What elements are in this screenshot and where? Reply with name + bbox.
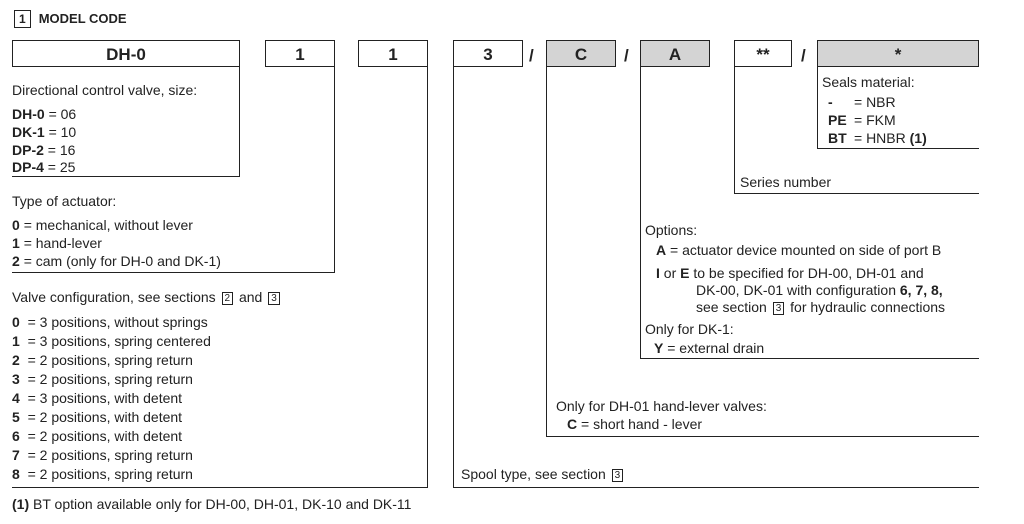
valve-size-item: DP-2 = 16 [12,142,76,158]
code-box-options: A [640,40,710,67]
valve-size-title: Directional control valve, size: [12,82,198,98]
bracket-line [453,67,454,488]
actuator-item: 2 = cam (only for DH-0 and DK-1) [12,253,221,269]
code-box-dh01-option: C [546,40,616,67]
bracket-line [334,67,335,273]
bracket-line [817,67,818,149]
bracket-line [734,193,979,194]
valve-size-item: DP-4 = 25 [12,159,76,175]
code-box-seals: * [817,40,979,67]
option-ie-line1: I or E to be specified for DH-00, DH-01 and [656,265,924,281]
bracket-line [453,487,979,488]
bracket-line [427,67,428,488]
actuator-item: 0 = mechanical, without lever [12,217,193,233]
config-item: 5 = 2 positions, with detent [12,409,183,425]
config-item: 7 = 2 positions, spring return [12,447,193,463]
section-ref: 3 [612,469,624,482]
bracket-line [734,67,735,194]
actuator-item: 1 = hand-lever [12,235,102,251]
section-title: MODEL CODE [38,11,127,26]
separator-slash-2: / [624,46,629,65]
code-box-valve: DH-0 [12,40,240,67]
bracket-line [640,358,979,359]
option-a: A = actuator device mounted on side of port B [656,242,942,258]
series-number-label: Series number [740,174,832,190]
config-title: Valve configuration, see sections 2 and 3 [12,288,282,307]
bracket-line [12,487,428,488]
bracket-line [12,272,335,273]
config-item: 0 = 3 positions, without springs [12,314,208,330]
actuator-title: Type of actuator: [12,193,117,209]
seals-item: BT = HNBR (1) [828,130,927,146]
section-ref: 3 [268,292,280,305]
code-box-config: 1 [358,40,428,67]
config-item: 2 = 2 positions, spring return [12,352,193,368]
config-item: 6 = 2 positions, with detent [12,428,183,444]
options-title: Options: [645,222,698,238]
section-header [14,10,127,28]
code-box-spool: 3 [453,40,523,67]
option-ie-line3: see section 3 for hydraulic connections [696,299,946,315]
valve-size-item: DH-0 = 06 [12,106,77,122]
valve-size-item: DK-1 = 10 [12,124,77,140]
section-number: 1 [14,10,31,28]
section-ref: 2 [222,292,234,305]
seals-item: PE = FKM [828,112,896,128]
spool-type-label: Spool type, see section 3 [461,465,625,484]
bracket-line [817,148,979,149]
seals-title: Seals material: [822,74,915,90]
bracket-line [546,436,979,437]
separator-slash-1: / [529,46,534,65]
option-y: Y = external drain [654,340,765,356]
section-ref: 3 [773,302,785,315]
separator-slash-3: / [801,46,806,65]
code-box-actuator: 1 [265,40,335,67]
config-item: 1 = 3 positions, spring centered [12,333,211,349]
config-item: 4 = 3 positions, with detent [12,390,183,406]
config-item: 8 = 2 positions, spring return [12,466,193,482]
bracket-line [546,67,547,437]
seals-item: - = NBR [828,94,896,110]
dh01-title: Only for DH-01 hand-lever valves: [556,398,767,414]
footnote: (1) BT option available only for DH-00, DH-01, DK-10 and DK-11 [12,496,412,512]
config-item: 3 = 2 positions, spring return [12,371,193,387]
bracket-line [640,67,641,359]
dk1-title: Only for DK-1: [645,321,734,337]
option-ie-line2: DK-00, DK-01 with configuration 6, 7, 8, [696,282,943,298]
bracket-line [239,67,240,177]
dh01-item: C = short hand - lever [567,416,703,432]
code-box-series: ** [734,40,792,67]
